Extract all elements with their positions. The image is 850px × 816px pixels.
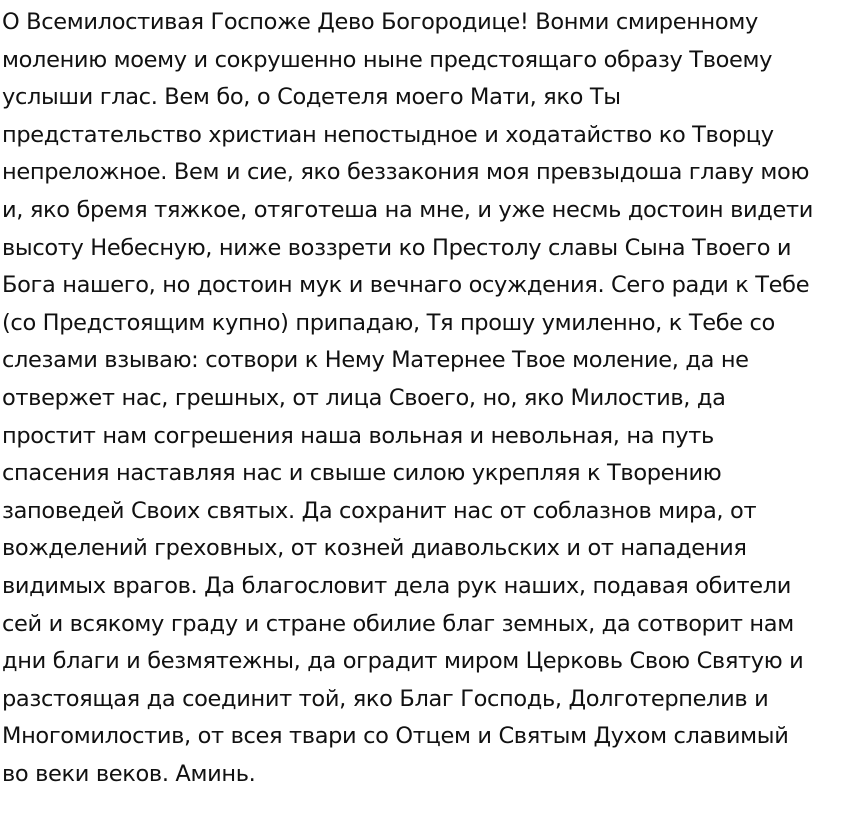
prayer-line: молению моему и сокрушенно ныне предстоящаго образу Твоему xyxy=(2,46,773,73)
prayer-line: О Всемилостивая Госпоже Дево Богородице! Вонми смиренному xyxy=(2,9,758,35)
prayer-line: сей и всякому граду и стране обилие благ земных, да сотворит нам xyxy=(2,610,794,637)
prayer-text xyxy=(2,4,848,793)
prayer-line: простит нам согрешения наша вольная и невольная, на путь xyxy=(2,422,714,449)
prayer-line: и, яко бремя тяжкое, отяготеша на мне, и уже несмь достоин видети xyxy=(2,196,813,223)
prayer-line: во веки веков. Аминь. xyxy=(2,760,256,787)
prayer-line: видимых врагов. Да благословит дела рук наших, подавая обители xyxy=(2,572,792,599)
prayer-line: слезами взываю: сотвори к Нему Матернее Твое моление, да не xyxy=(2,347,749,374)
prayer-line: (со Предстоящим купно) припадаю, Тя прошу умиленно, к Тебе со xyxy=(2,309,775,336)
prayer-line: заповедей Своих святых. Да сохранит нас от соблазнов мира, от xyxy=(2,497,757,524)
prayer-line: предстательство христиан непостыдное и ходатайство ко Творцу xyxy=(2,121,774,148)
prayer-line: Многомилостив, от всея твари со Отцем и Святым Духом славимый xyxy=(2,723,789,750)
prayer-line: спасения наставляя нас и свыше силою укрепляя к Творению xyxy=(2,460,722,487)
prayer-line: Бога нашего, но достоин мук и вечнаго осуждения. Сего ради к Тебе xyxy=(2,272,810,299)
prayer-line: отвержет нас, грешных, от лица Своего, но, яко Милостив, да xyxy=(2,384,726,411)
prayer-line: вожделений греховных, от козней диавольских и от нападения xyxy=(2,535,747,562)
prayer-line: непреложное. Вем и сие, яко беззакония моя превзыдоша главу мою xyxy=(2,159,810,186)
prayer-line: услыши глас. Вем бо, о Содетеля моего Мати, яко Ты xyxy=(2,84,621,111)
prayer-line: высоту Небесную, ниже воззрети ко Престолу славы Сына Твоего и xyxy=(2,234,792,261)
prayer-line: дни благи и безмятежны, да оградит миром Церковь Свою Святую и xyxy=(2,648,804,675)
prayer-line: разстоящая да соединит той, яко Благ Господь, Долготерпелив и xyxy=(2,685,769,712)
